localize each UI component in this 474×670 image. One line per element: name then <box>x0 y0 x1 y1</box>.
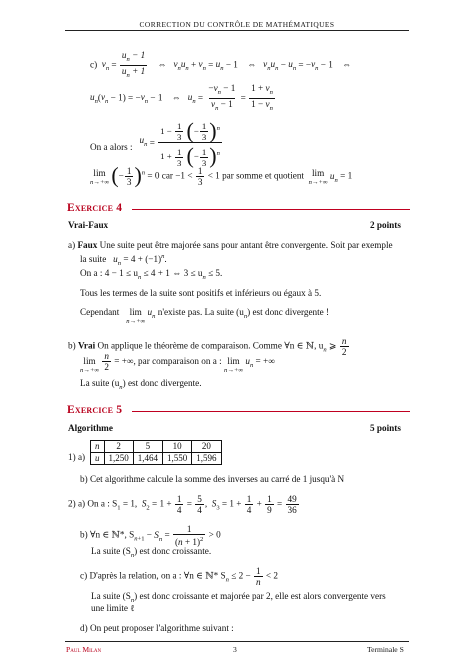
exercise-4-points: 2 points <box>370 220 401 230</box>
fraction: $\frac{u_n - 1}{u_n + 1}$ <box>121 50 146 79</box>
ex4-b-line2: lim n→+∞ $\frac{n}{2}$ = +∞, par comparaison on a : lim n→+∞ $u_n$ = +∞ <box>80 351 275 374</box>
ex4-a-line5: Cependant lim n→+∞ $u_n$ n'existe pas. La suite $(u_n)$ est donc divergente ! <box>80 307 330 325</box>
table-cell: 20 <box>192 441 221 453</box>
exercise-5-rule <box>132 411 410 412</box>
exercise-5-title: Exercice 5 <box>67 404 123 416</box>
ex5-q2c-conclusion: La suite $(S_n)$ est donc croissante et majorée par 2, elle est alors convergente vers <box>91 591 386 604</box>
values-table <box>90 440 222 465</box>
table-cell: n <box>91 441 105 453</box>
page-header-title: CORRECTION DU CONTRÔLE DE MATHÉMATIQUES <box>139 20 335 29</box>
part-c-line2: $u_n(v_n - 1) = -v_n - 1$ ⇔ $u_n$ = $\frac{-v_n - 1}{v_n - 1}$ = $\frac{1 + v_n}{1 - v_n}$ <box>90 83 273 112</box>
ex4-b-line1: b) Vrai On applique le théorème de comparaison. Comme ∀n ∈ ℕ, $u_n$ ⩾ $\frac{n}{2}$ <box>68 336 347 357</box>
ex5-q2b: b) ∀n ∈ ℕ*, $S_{n+1} - S_n$ = $\frac{1}{(n + 1)^2}$ > 0 <box>80 524 221 548</box>
part-c-label: c) <box>90 59 98 70</box>
ex4-b-line3: La suite $(u_n)$ est donc divergente. <box>80 378 202 391</box>
footer-page-number: 3 <box>233 645 237 654</box>
table-cell: 10 <box>163 441 192 453</box>
table-cell: 2 <box>104 441 133 453</box>
table-cell: 5 <box>133 441 162 453</box>
table-row <box>91 453 222 465</box>
table-cell: 1,464 <box>133 453 162 465</box>
table-row <box>91 441 222 453</box>
ex5-q2b-conclusion: La suite $(S_n)$ est donc croissante. <box>91 546 212 559</box>
ex5-q2d: d) On peut proposer l'algorithme suivant : <box>80 623 234 633</box>
table-cell: 1,596 <box>192 453 221 465</box>
part-c-limit: lim n→+∞ (− $\frac{1}{3}$ )$^n$ = 0 car −1 < $\frac{1}{3}$ < 1 par somme et quotient lim n→+∞ $u_n = 1$ <box>90 162 353 188</box>
ex4-a-line1: a) Faux Une suite peut être majorée sans pour antant être convergente. Soit par exemple <box>68 240 393 250</box>
footer-rule <box>65 641 409 642</box>
ex5-q2a: 2) a) On a : $S_1 = 1$, $S_2 = 1$ + $\frac{1}{4}$ = $\frac{5}{4}$ , $S_3 = 1$ + $\frac{1}{4}$ + $\frac{1}{9}$ = $\frac{49}{36}$ <box>68 494 297 515</box>
ex5-q2c-conclusion2: une limite ℓ <box>91 603 135 613</box>
ex5-q2c: c) D'après la relation, on a : ∀n ∈ ℕ* $S_n \le 2$ − $\frac{1}{n}$ < 2 <box>80 566 278 587</box>
part-c-line1: c) $v_n$ = $\frac{u_n - 1}{u_n + 1}$ ⇔ $v_nu_n + v_n = u_n - 1$ ⇔ $v_nu_n - u_n = -v_n - 1$ ⇔ <box>90 50 352 79</box>
table-cell: 1,250 <box>104 453 133 465</box>
ex4-a-line2: la suite $u_n = 4 + (-1)^n$. <box>80 253 167 267</box>
ex5-q1a-label: 1) a) <box>68 452 86 462</box>
exercise-4-title: Exercice 4 <box>67 202 123 214</box>
exercise-5-points: 5 points <box>370 423 401 433</box>
exercise-4-rule <box>132 209 410 210</box>
ex5-q1b: b) Cet algorithme calcule la somme des inverses au carré de 1 jusqu'à N <box>80 474 345 484</box>
ex4-a-line4: Tous les termes de la suite sont positifs et inférieurs ou égaux à 5. <box>80 288 322 298</box>
exercise-4-subtitle: Vrai-Faux <box>68 220 109 230</box>
header-rule <box>65 30 409 31</box>
footer-author: Paul Milan <box>66 645 102 654</box>
exercise-5-subtitle: Algorithme <box>68 423 113 433</box>
table-cell: 1,550 <box>163 453 192 465</box>
table-cell: u <box>91 453 105 465</box>
part-c-line3: On a alors : $u_n$ = 1 − $\frac{1}{3}$ (− $\frac{1}{3}$ )$^n$ 1 + $\frac{1}{3}$ (− $\frac{1}{3}$ )$^n$ <box>90 117 220 169</box>
ex4-a-line3: On a : $4 - 1 \le u_n \le 4 + 1$ ⇔ $3 \le u_n \le 5$. <box>80 268 223 281</box>
footer-class: Terminale S <box>367 645 404 654</box>
